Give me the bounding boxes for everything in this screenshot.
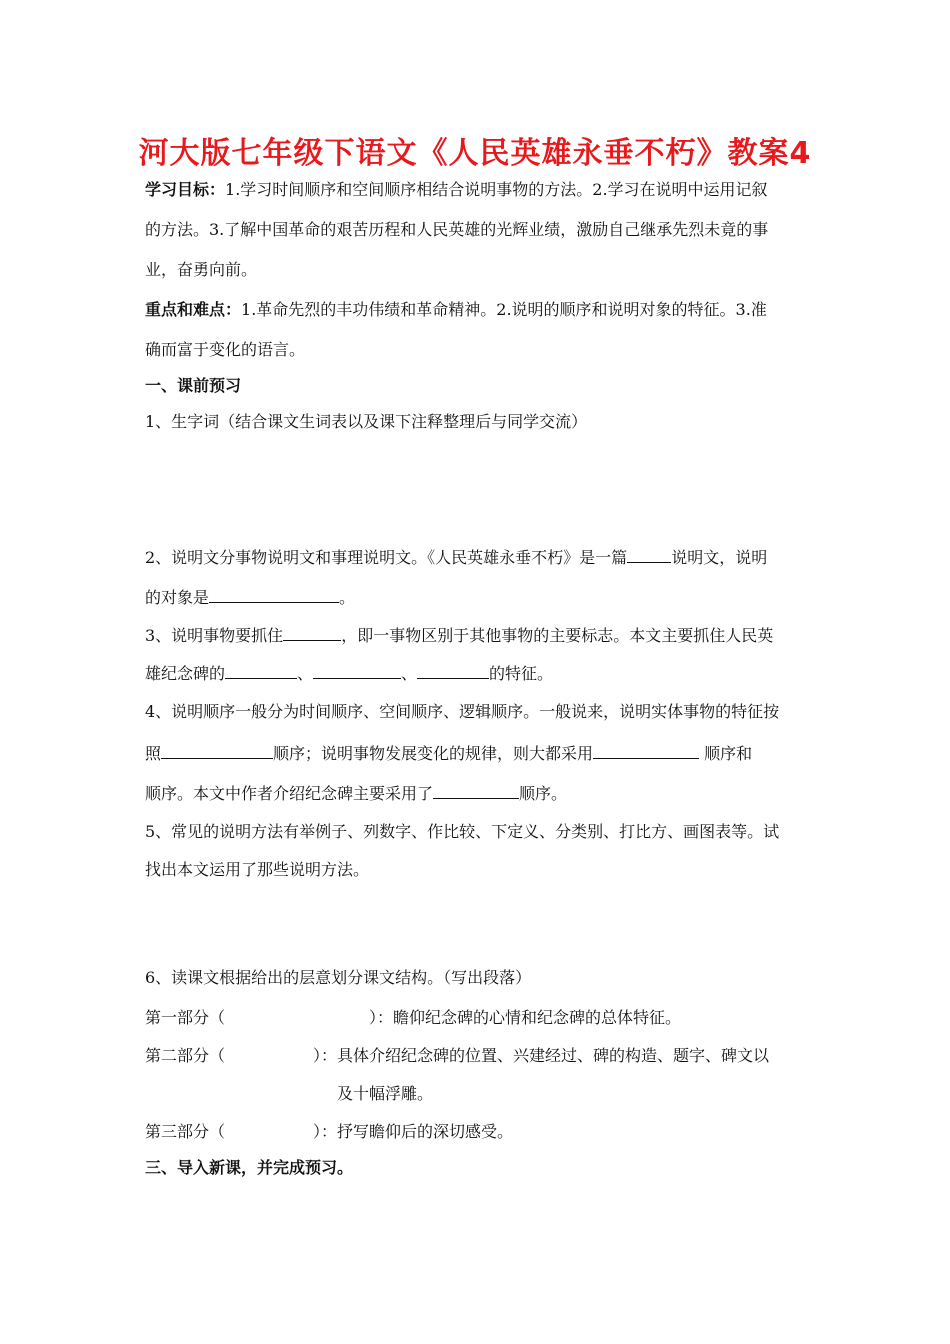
- answer-blank[interactable]: [313, 662, 401, 679]
- part-2-text: ）：具体介绍纪念碑的位置、兴建经过、碑的构造、题字、碑文以: [313, 1046, 770, 1065]
- question-2-text-a: 2、说明文分事物说明文和事理说明文。《人民英雄永垂不朽》是一篇: [145, 548, 628, 567]
- question-2-line-2: [145, 585, 810, 608]
- question-4-text-a: 照: [145, 744, 162, 763]
- question-5-line-2: 找出本文运用了那些说明方法。: [145, 860, 370, 879]
- answer-blank[interactable]: [161, 742, 273, 759]
- part-3-label: 第三部分（: [145, 1122, 226, 1141]
- section-1-heading: 一、课前预习: [145, 376, 242, 395]
- structure-part-1: [145, 1005, 810, 1028]
- key-points-text-1: 1.革命先烈的丰功伟绩和革命精神。2.说明的顺序和说明对象的特征。3.准: [241, 300, 767, 319]
- key-points-line-2: 确而富于变化的语言。: [145, 340, 306, 359]
- question-2-text-c: 的对象是: [145, 588, 210, 607]
- question-2-text-d: 。: [339, 588, 356, 607]
- objectives-text-1: 1.学习时间顺序和空间顺序相结合说明事物的方法。2.学习在说明中运用记叙: [225, 180, 768, 199]
- question-4-line-1: 4、说明顺序一般分为时间顺序、空间顺序、逻辑顺序。一般说来，说明实体事物的特征按: [145, 702, 780, 721]
- question-3-text-b: ，即一事物区别于其他事物的主要标志。本文主要抓住人民英: [341, 626, 774, 645]
- section-3-heading: 三、导入新课，并完成预习。: [145, 1158, 354, 1177]
- question-2-text-b: 说明文，说明: [671, 548, 768, 567]
- question-5-line-1: 5、常见的说明方法有举例子、列数字、作比较、下定义、分类别、打比方、画图表等。试: [145, 822, 780, 841]
- part-2-label: 第二部分（: [145, 1046, 226, 1065]
- structure-part-3: [145, 1119, 810, 1142]
- question-4-text-c: 顺序和: [699, 744, 753, 763]
- question-3-sep-2: 、: [401, 664, 418, 683]
- document-title: 河大版七年级下语文《人民英雄永垂不朽》教案4: [138, 136, 812, 171]
- question-3-line-1: [145, 623, 810, 646]
- question-3-sep-1: 、: [297, 664, 314, 683]
- question-1: 1、生字词（结合课文生词表以及课下注释整理后与同学交流）: [145, 412, 588, 431]
- answer-blank[interactable]: [627, 546, 671, 563]
- part-1-text: ）：瞻仰纪念碑的心情和纪念碑的总体特征。: [369, 1008, 682, 1027]
- part-3-text: ）：抒写瞻仰后的深切感受。: [313, 1122, 514, 1141]
- key-points-label: 重点和难点：: [145, 300, 242, 319]
- answer-blank[interactable]: [433, 782, 519, 799]
- answer-blank[interactable]: [283, 624, 341, 641]
- question-4-line-3: [145, 781, 810, 804]
- answer-blank[interactable]: [593, 742, 699, 759]
- objectives-line-3: 业，奋勇向前。: [145, 260, 258, 279]
- objectives-line-1: [145, 177, 810, 200]
- answer-blank[interactable]: [225, 662, 297, 679]
- question-3-line-2: [145, 661, 810, 684]
- question-2-line-1: [145, 545, 810, 568]
- question-4-text-e: 顺序。: [519, 784, 568, 803]
- answer-blank[interactable]: [209, 586, 339, 603]
- objectives-label: 学习目标：: [145, 180, 226, 199]
- question-4-text-d: 顺序。本文中作者介绍纪念碑主要采用了: [145, 784, 434, 803]
- part-1-label: 第一部分（: [145, 1008, 226, 1027]
- question-3-text-a: 3、说明事物要抓住: [145, 626, 284, 645]
- question-4-text-b: 顺序；说明事物发展变化的规律，则大都采用: [273, 744, 594, 763]
- answer-blank[interactable]: [417, 662, 489, 679]
- question-6-intro: 6、读课文根据给出的层意划分课文结构。（写出段落）: [145, 968, 532, 987]
- objectives-line-2: 的方法。3.了解中国革命的艰苦历程和人民英雄的光辉业绩，激励自己继承先烈未竟的事: [145, 220, 769, 239]
- structure-part-2-continued: 及十幅浮雕。: [337, 1084, 434, 1103]
- question-3-text-d: 的特征。: [489, 664, 554, 683]
- question-3-text-c: 雄纪念碑的: [145, 664, 226, 683]
- question-4-line-2: [145, 741, 810, 764]
- structure-part-2: [145, 1043, 810, 1066]
- key-points-line-1: [145, 297, 810, 320]
